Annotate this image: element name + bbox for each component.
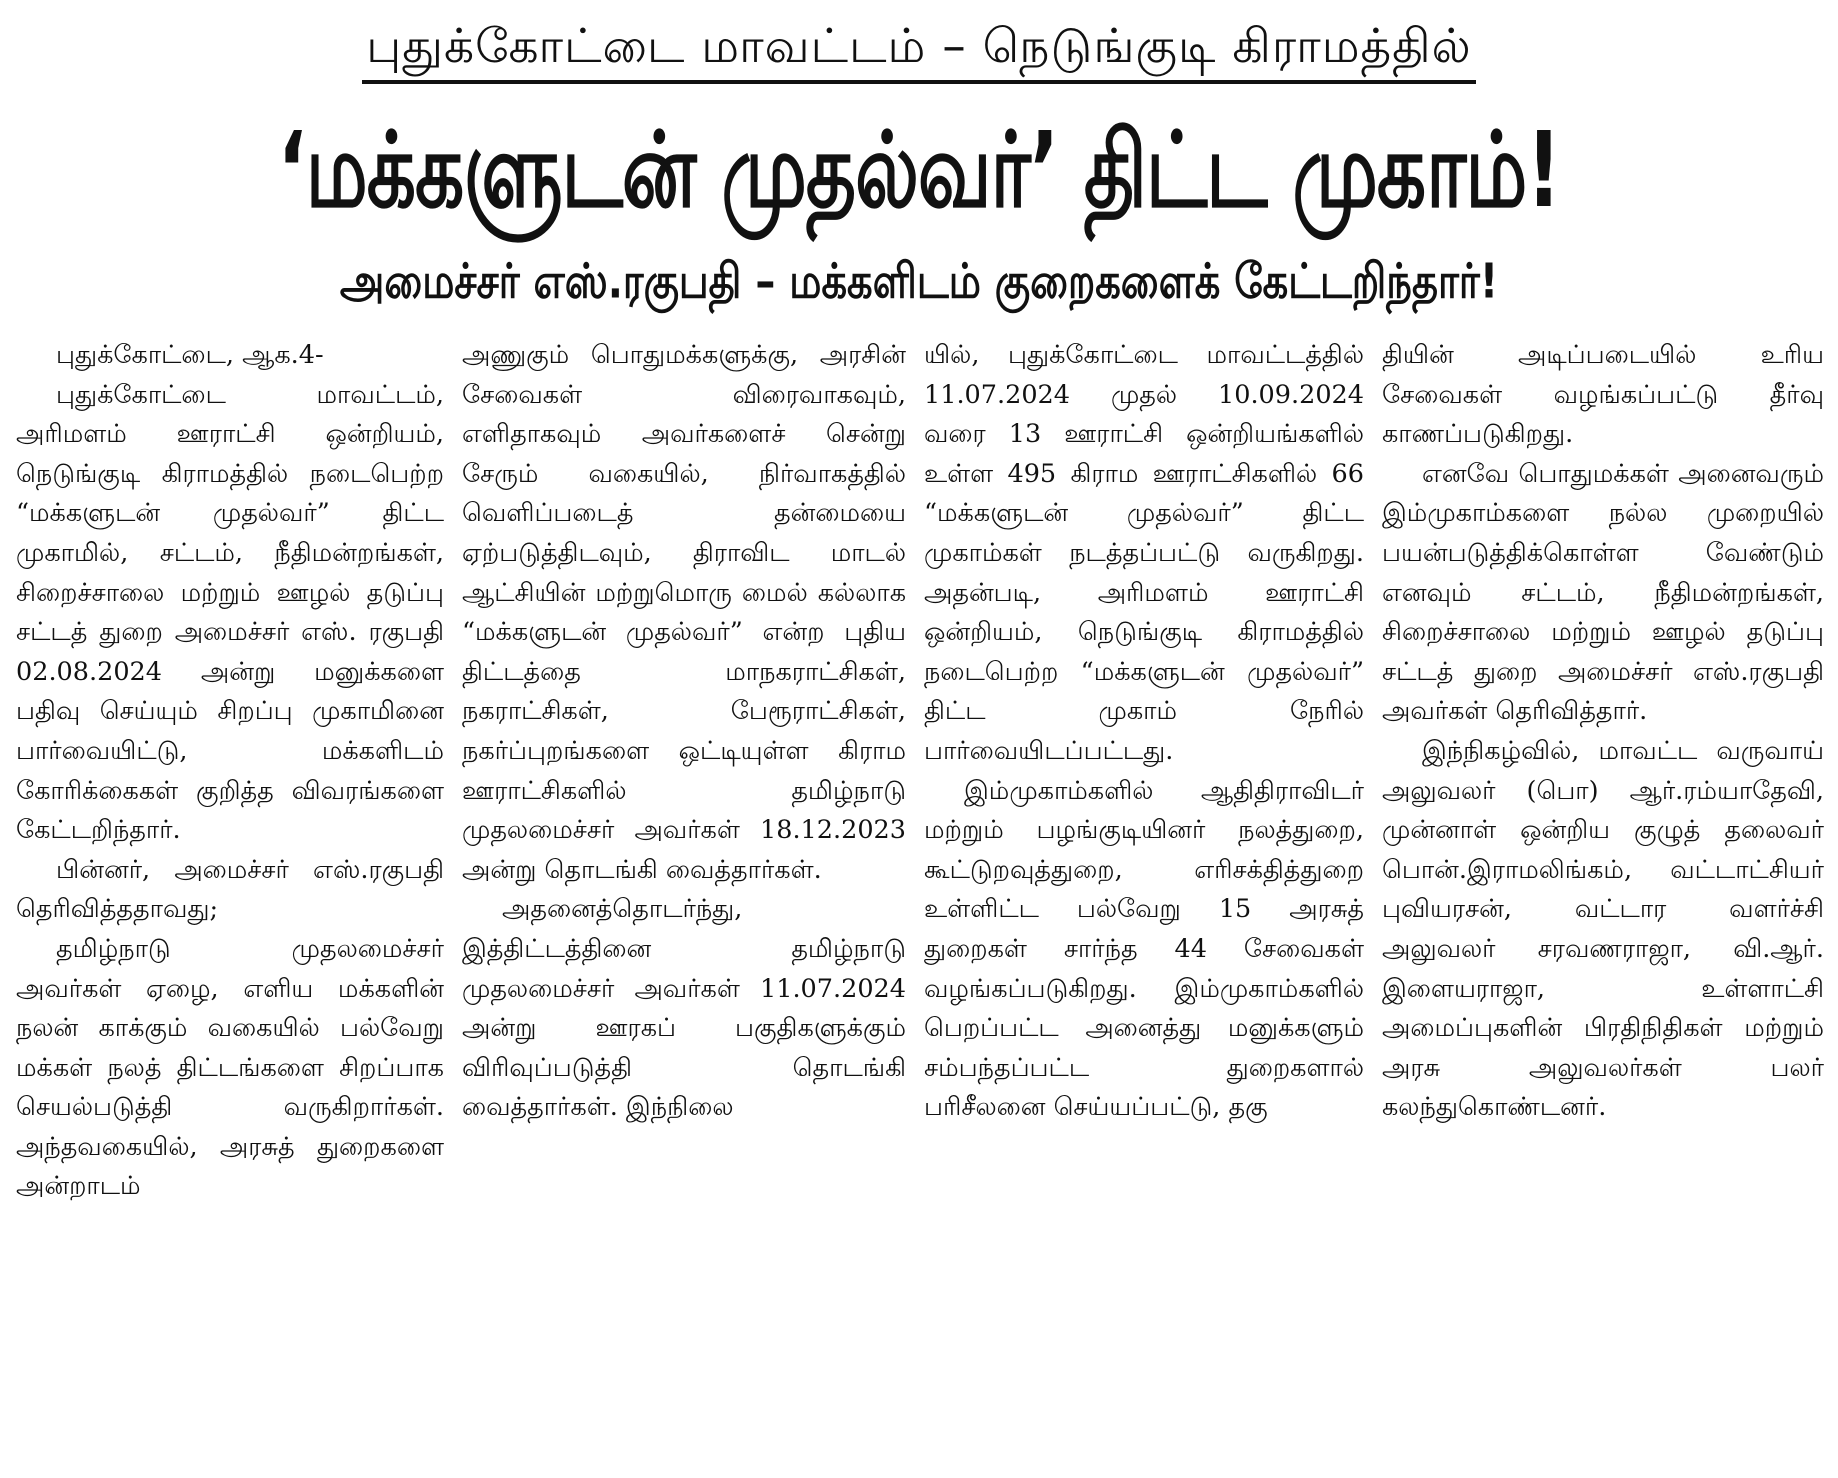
subheadline: அமைச்சர் எஸ்.ரகுபதி – மக்களிடம் குறைகளைக் கேட்டறிந்தார்! [339, 254, 1499, 310]
article-column-3 [924, 336, 1368, 1472]
article-paragraph: தமிழ்நாடு முதலமைச்சர் அவர்கள் ஏழை, எளிய மக்களின் நலன் காக்கும் வகையில் பல்வேறு மக்கள் நலத் திட்டங்களை சிறப்பாக செயல்படுத்தி வருகிறார்கள். அந்தவகையில், அரசுத் துறைகளை அன்றாடம் [16, 933, 444, 1202]
kicker: புதுக்கோட்டை மாவட்டம் – நெடுங்குடி கிராமத்தில் [362, 14, 1475, 84]
article-column-1 [16, 336, 448, 1472]
dateline: புதுக்கோட்டை, ஆக.4- [56, 340, 324, 370]
article-paragraph: அதனைத்தொடர்ந்து, இத்திட்டத்தினை தமிழ்நாடு முதலமைச்சர் அவர்கள் 11.07.2024 அன்று ஊரகப் பகுதிகளுக்கும் விரிவுப்படுத்தி தொடங்கி வைத்தார்கள். இந்நிலை [462, 894, 906, 1123]
article-paragraph: எனவே பொதுமக்கள் அனைவரும் இம்முகாம்களை நல்ல முறையில் பயன்படுத்திக்கொள்ள வேண்டும் எனவும் சட்டம், நீதிமன்றங்கள், சிறைச்சாலை மற்றும் ஊழல் தடுப்பு சட்டத் துறை அமைச்சர் எஸ்.ரகுபதி அவர்கள் தெரிவித்தார். [1382, 458, 1824, 727]
article-paragraph: பின்னர், அமைச்சர் எஸ்.ரகுபதி தெரிவித்ததாவது; [16, 854, 444, 925]
article-paragraph: தியின் அடிப்படையில் உரிய சேவைகள் வழங்கப்பட்டு தீர்வு காணப்படுகிறது. [1382, 340, 1824, 450]
article-columns [16, 336, 1828, 1472]
article-paragraph: இம்முகாம்களில் ஆதிதிராவிடர் மற்றும் பழங்குடியினர் நலத்துறை, கூட்டுறவுத்துறை, எரிசக்தித்துறை உள்ளிட்ட பல்வேறு 15 அரசுத் துறைகள் சார்ந்த 44 சேவைகள் வழங்கப்படுகிறது. இம்முகாம்களில் பெறப்பட்ட அனைத்து மனுக்களும் சம்பந்தப்பட்ட துறைகளால் பரிசீலனை செய்யப்பட்டு, தகு [924, 775, 1364, 1123]
article-paragraph: அணுகும் பொதுமக்களுக்கு, அரசின் சேவைகள் விரைவாகவும், எளிதாகவும் அவர்களைச் சென்று சேரும் வகையில், நிர்வாகத்தில் வெளிப்படைத் தன்மையை ஏற்படுத்திடவும், திராவிட மாடல் ஆட்சியின் மற்றுமொரு மைல் கல்லாக “மக்களுடன் முதல்வர்” என்ற புதிய திட்டத்தை மாநகராட்சிகள், நகராட்சிகள், பேரூராட்சிகள், நகர்ப்புறங்களை ஒட்டியுள்ள கிராம ஊராட்சிகளில் தமிழ்நாடு முதலமைச்சர் அவர்கள் 18.12.2023 அன்று தொடங்கி வைத்தார்கள். [462, 340, 906, 885]
article-paragraph: யில், புதுக்கோட்டை மாவட்டத்தில் 11.07.2024 முதல் 10.09.2024 வரை 13 ஊராட்சி ஒன்றியங்களில் உள்ள 495 கிராம ஊராட்சிகளில் 66 “மக்களுடன் முதல்வர்” திட்ட முகாம்கள் நடத்தப்பட்டு வருகிறது. அதன்படி, அரிமளம் ஊராட்சி ஒன்றியம், நெடுங்குடி கிராமத்தில் நடைபெற்ற “மக்களுடன் முதல்வர்” திட்ட முகாம் நேரில் பார்வையிடப்பட்டது. [924, 340, 1364, 766]
headline: ‘மக்களுடன் முதல்வர்’ திட்ட முகாம்! [277, 111, 1561, 232]
article-paragraph: புதுக்கோட்டை மாவட்டம், அரிமளம் ஊராட்சி ஒன்றியம், நெடுங்குடி கிராமத்தில் நடைபெற்ற “மக்களுடன் முதல்வர்” திட்ட முகாமில், சட்டம், நீதிமன்றங்கள், சிறைச்சாலை மற்றும் ஊழல் தடுப்பு சட்டத் துறை அமைச்சர் எஸ். ரகுபதி 02.08.2024 அன்று மனுக்களை பதிவு செய்யும் சிறப்பு முகாமினை பார்வையிட்டு, மக்களிடம் கோரிக்கைகள் குறித்த விவரங்களை கேட்டறிந்தார். [16, 379, 444, 846]
article-column-4 [1382, 336, 1828, 1472]
article-paragraph: இந்நிகழ்வில், மாவட்ட வருவாய் அலுவலர் (பொ) ஆர்.ரம்யாதேவி, முன்னாள் ஒன்றிய குழுத் தலைவர் பொன்.இராமலிங்கம், வட்டாட்சியர் புவியரசன், வட்டார வளர்ச்சி அலுவலர் சரவணராஜா, வி.ஆர். இளையராஜா, உள்ளாட்சி அமைப்புகளின் பிரதிநிதிகள் மற்றும் அரசு அலுவலர்கள் பலர் கலந்துகொண்டனர். [1382, 735, 1824, 1123]
article-column-2 [462, 336, 910, 1472]
